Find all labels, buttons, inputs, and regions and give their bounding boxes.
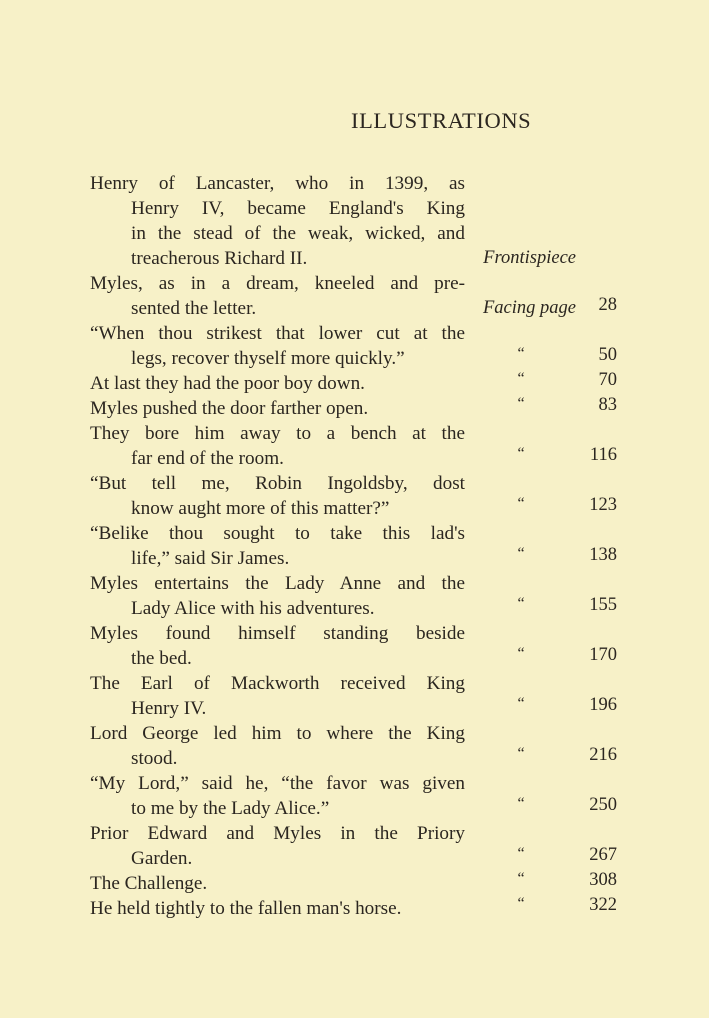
- page-number: 138: [589, 545, 617, 565]
- entry-caption-line: Henry IV, became England's King: [131, 198, 465, 219]
- entry-label: Facing page: [483, 298, 576, 318]
- entry-caption-line: Myles pushed the door farther open.: [90, 398, 369, 419]
- entry-caption-line: the bed.: [131, 648, 192, 669]
- entry-caption-line: in the stead of the weak, wicked, and: [131, 223, 465, 244]
- entry-caption-line: Lady Alice with his adventures.: [131, 598, 375, 619]
- page-number: 170: [589, 645, 617, 665]
- page-number: 83: [598, 395, 617, 415]
- entry-caption-line: Henry IV.: [131, 698, 207, 719]
- ditto-mark: “: [517, 645, 525, 662]
- page-number: 50: [598, 345, 617, 365]
- ditto-mark: “: [517, 895, 525, 912]
- page-number: 123: [589, 495, 617, 515]
- entry-caption-line: The Challenge.: [90, 873, 208, 894]
- entry-caption-line: “My Lord,” said he, “the favor was given: [90, 773, 465, 794]
- page-number: 28: [598, 295, 617, 315]
- ditto-mark: “: [517, 795, 525, 812]
- entry-caption-line: Lord George led him to where the King: [90, 723, 465, 744]
- entry-caption-line: Myles, as in a dream, kneeled and pre-: [90, 273, 465, 294]
- ditto-mark: “: [517, 545, 525, 562]
- ditto-mark: “: [517, 695, 525, 712]
- entry-caption-line: life,” said Sir James.: [131, 548, 290, 569]
- ditto-mark: “: [517, 395, 525, 412]
- entry-caption-line: “When thou strikest that lower cut at the: [90, 323, 465, 344]
- entry-caption-line: Prior Edward and Myles in the Priory: [90, 823, 465, 844]
- page-number: 70: [598, 370, 617, 390]
- page-number: 308: [589, 870, 617, 890]
- page-title: ILLUSTRATIONS: [351, 108, 532, 133]
- ditto-mark: “: [517, 445, 525, 462]
- entry-caption-line: Myles found himself standing beside: [90, 623, 465, 644]
- ditto-mark: “: [517, 845, 525, 862]
- entry-caption-line: They bore him away to a bench at the: [90, 423, 465, 444]
- entry-caption-line: stood.: [131, 748, 178, 769]
- entry-caption-line: Garden.: [131, 848, 193, 869]
- entry-caption-line: legs, recover thyself more quickly.”: [131, 348, 405, 369]
- entry-caption-line: know aught more of this matter?”: [131, 498, 390, 519]
- entry-caption-line: He held tightly to the fallen man's horse.: [90, 898, 402, 919]
- page-number: 267: [589, 845, 617, 865]
- entry-caption-line: to me by the Lady Alice.”: [131, 798, 330, 819]
- ditto-mark: “: [517, 745, 525, 762]
- ditto-mark: “: [517, 345, 525, 362]
- ditto-mark: “: [517, 870, 525, 887]
- entry-caption-line: far end of the room.: [131, 448, 284, 469]
- page-number: 116: [589, 445, 617, 465]
- entry-caption-line: sented the letter.: [131, 298, 257, 319]
- page-number: 250: [589, 795, 617, 815]
- entry-label: Frontispiece: [483, 248, 576, 268]
- page-number: 216: [589, 745, 617, 765]
- entry-caption-line: Myles entertains the Lady Anne and the: [90, 573, 465, 594]
- entry-caption-line: At last they had the poor boy down.: [90, 373, 365, 394]
- ditto-mark: “: [517, 595, 525, 612]
- entry-caption-line: The Earl of Mackworth received King: [90, 673, 465, 694]
- entry-caption-line: “Belike thou sought to take this lad's: [90, 523, 465, 544]
- page-number: 155: [589, 595, 617, 615]
- entry-caption-line: treacherous Richard II.: [131, 248, 308, 269]
- page-number: 196: [589, 695, 617, 715]
- entry-caption-line: Henry of Lancaster, who in 1399, as: [90, 173, 465, 194]
- page-number: 322: [589, 895, 617, 915]
- ditto-mark: “: [517, 370, 525, 387]
- entry-caption-line: “But tell me, Robin Ingoldsby, dost: [90, 473, 465, 494]
- ditto-mark: “: [517, 495, 525, 512]
